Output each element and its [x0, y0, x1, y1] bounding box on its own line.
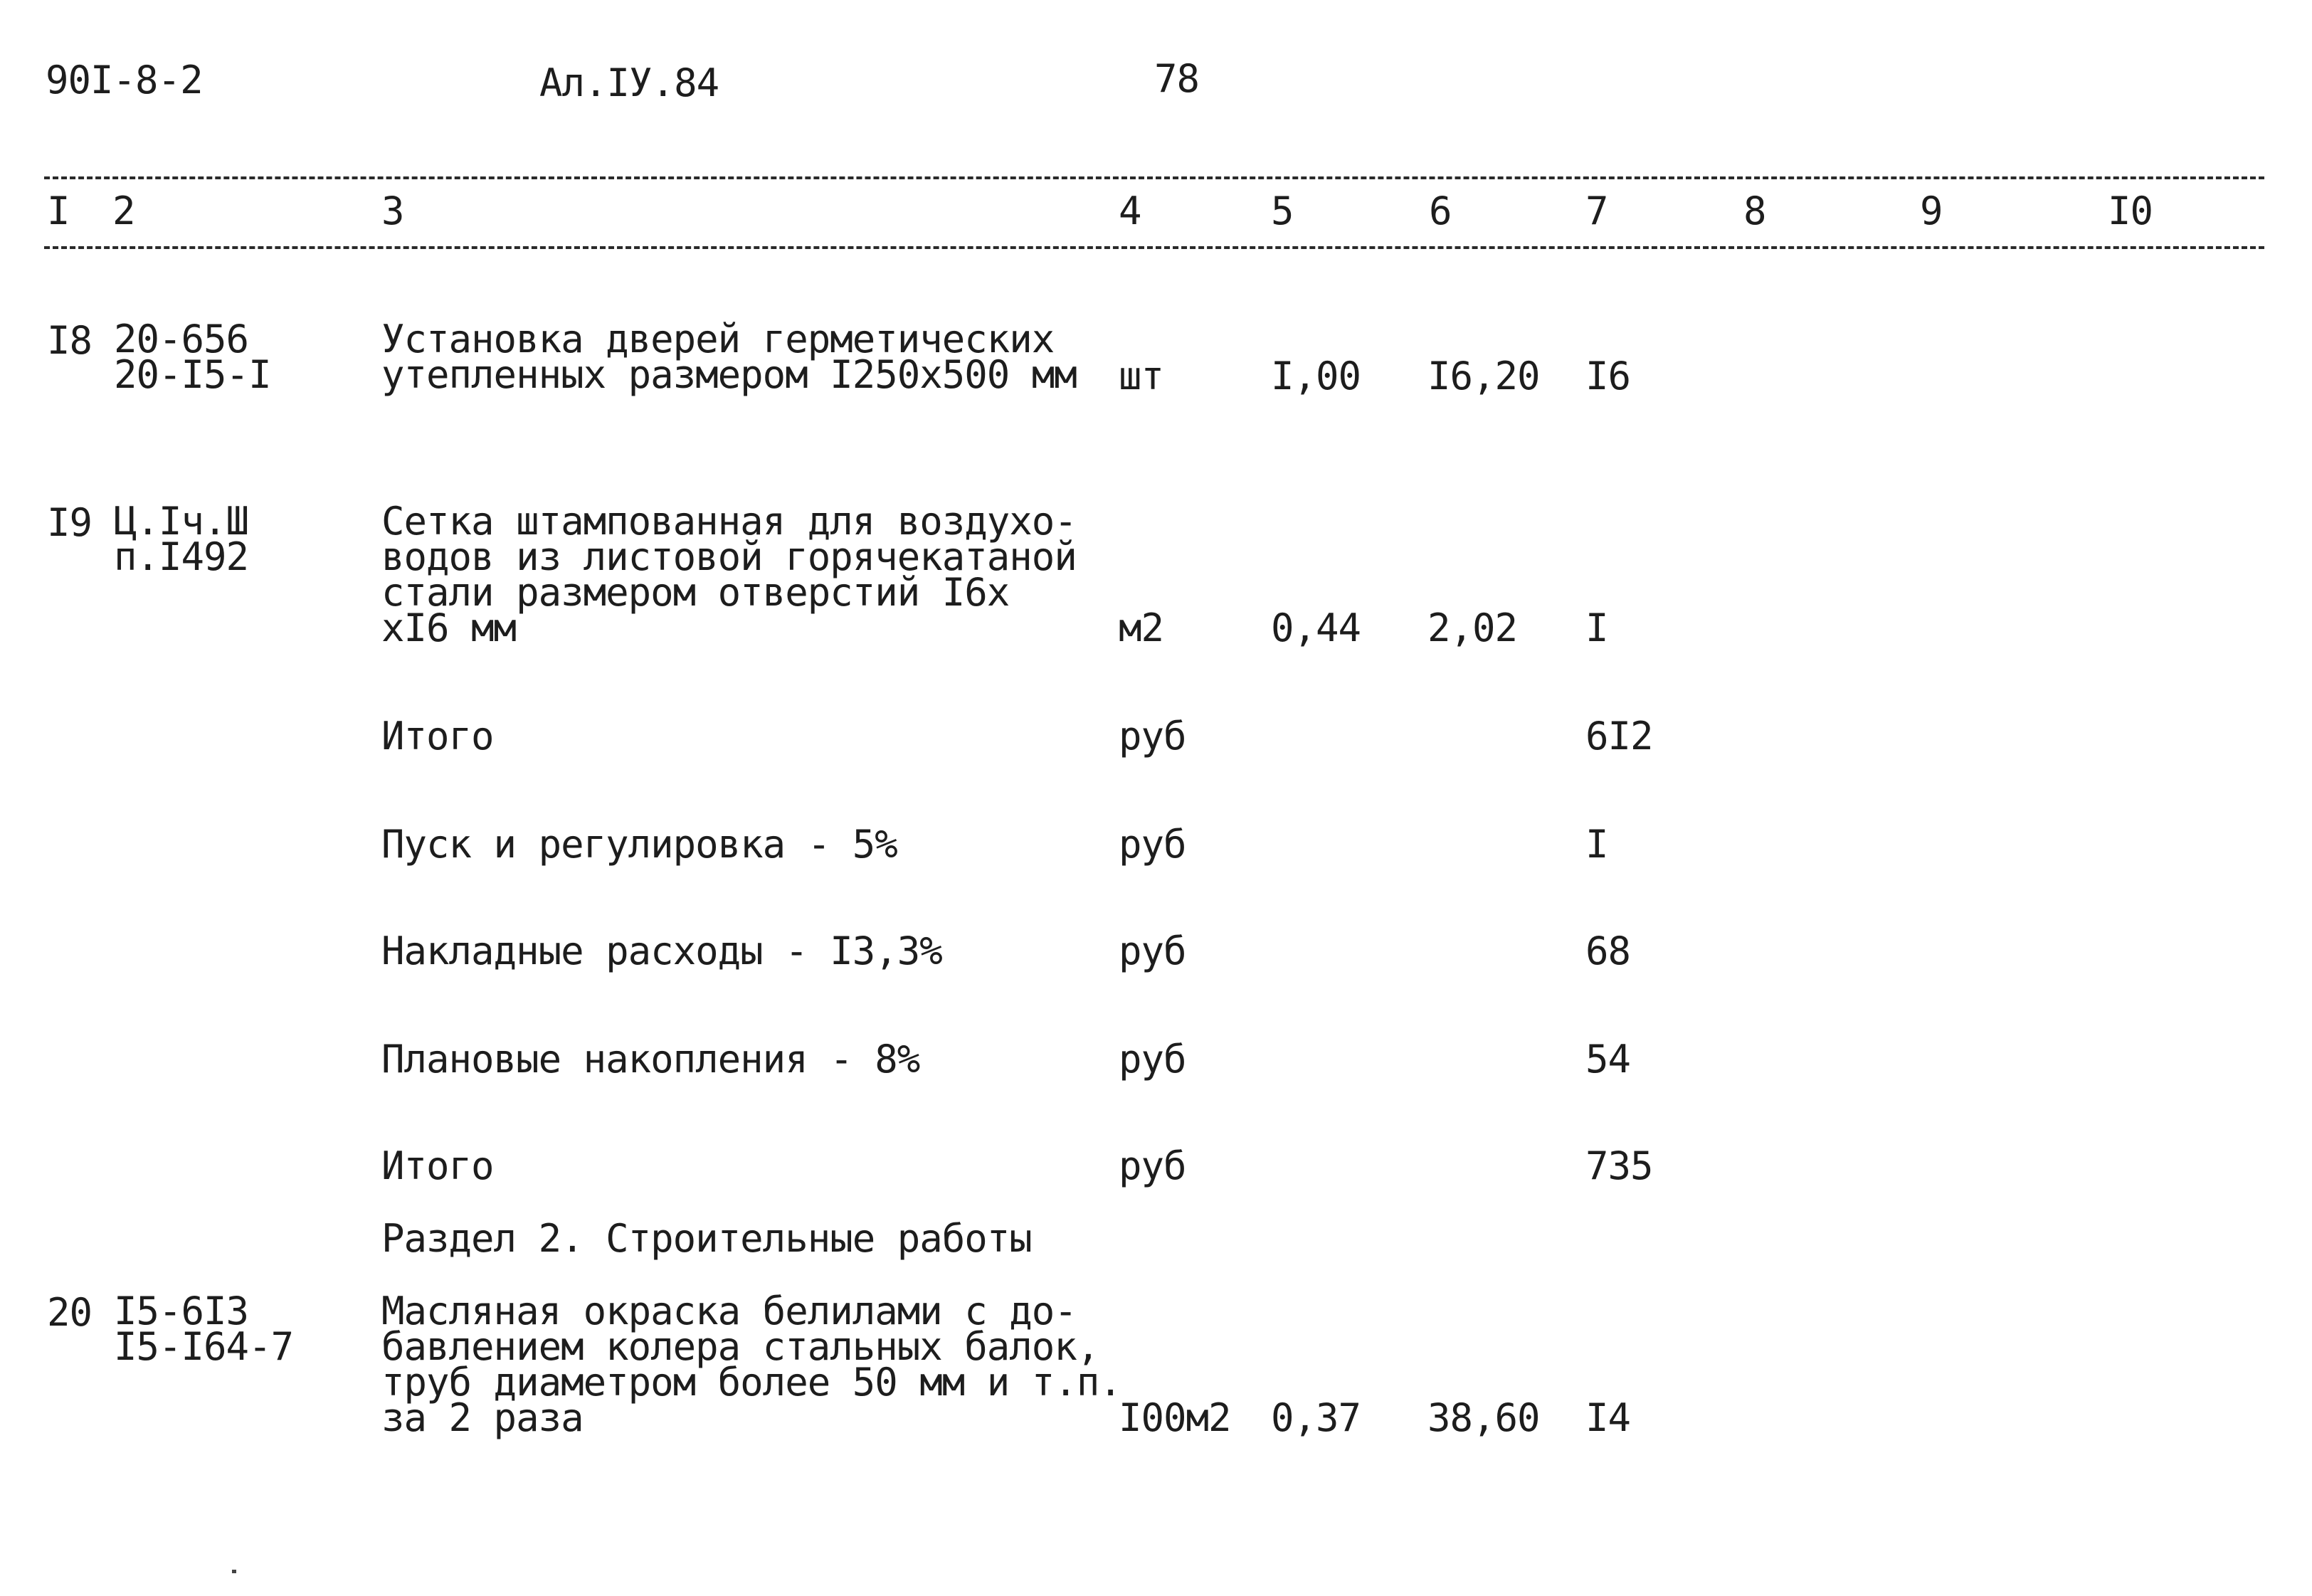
item-quantity: 0,37: [1271, 1395, 1361, 1440]
summary-total: I: [1585, 822, 1608, 867]
album-ref: Ал.IУ.84: [539, 60, 719, 105]
item-unit-price: 2,02: [1427, 606, 1518, 650]
col-header-8: 8: [1743, 189, 1766, 233]
summary-label: Итого: [381, 714, 494, 759]
summary-total: 54: [1585, 1037, 1631, 1082]
summary-total: 735: [1585, 1143, 1653, 1188]
item-total: I6: [1585, 354, 1631, 398]
col-header-4: 4: [1119, 189, 1141, 233]
col-header-6: 6: [1429, 189, 1452, 233]
col-header-5: 5: [1271, 189, 1294, 233]
item-unit-price: I6,20: [1427, 354, 1540, 398]
item-total: I: [1585, 606, 1608, 650]
summary-label: Плановые накопления - 8%: [381, 1037, 920, 1082]
header-rule-bottom: [44, 246, 2264, 249]
item-quantity: 0,44: [1271, 606, 1361, 650]
header-rule-top: [44, 176, 2264, 179]
summary-total: 68: [1585, 929, 1631, 973]
item-description: Сетка штампованная для воздухо- водов из листовой горячекатаной стали размером отверстий I6х хI6 мм: [381, 499, 1077, 650]
rate-code: Ц.Iч.Ш п.I492: [114, 499, 249, 579]
summary-unit: руб: [1119, 714, 1186, 759]
summary-unit: руб: [1119, 929, 1186, 973]
summary-label: Пуск и регулировка - 5%: [381, 822, 897, 867]
col-header-9: 9: [1920, 189, 1943, 233]
summary-total: 6I2: [1585, 714, 1653, 759]
col-header-2: 2: [112, 189, 135, 233]
item-description: Масляная окраска белилами с до- бавлением колера стальных балок, труб диаметром более 50 мм и т.п. за 2 раза: [381, 1289, 1121, 1440]
col-header-10: I0: [2108, 189, 2153, 233]
rate-code: I5-6I3 I5-I64-7: [114, 1289, 294, 1369]
doc-code: 90I-8-2: [46, 58, 203, 102]
summary-unit: руб: [1119, 822, 1186, 867]
item-total: I4: [1585, 1395, 1631, 1440]
col-header-3: 3: [381, 189, 404, 233]
item-unit: шт: [1119, 354, 1164, 398]
summary-unit: руб: [1119, 1037, 1186, 1082]
scan-speck: [232, 1570, 236, 1573]
summary-label: Итого: [381, 1143, 494, 1188]
row-number: I8: [47, 318, 93, 363]
summary-label: Накладные расходы - I3,3%: [381, 929, 942, 973]
summary-unit: руб: [1119, 1143, 1186, 1188]
item-unit: I00м2: [1119, 1395, 1231, 1440]
item-unit-price: 38,60: [1427, 1395, 1540, 1440]
row-number: I9: [47, 500, 93, 545]
item-quantity: I,00: [1271, 354, 1361, 398]
section-title: Раздел 2. Строительные работы: [381, 1216, 1032, 1261]
page-number: 78: [1154, 56, 1200, 101]
item-unit: м2: [1119, 606, 1164, 650]
row-number: 20: [47, 1290, 93, 1335]
col-header-1: I: [47, 189, 70, 233]
item-description: Установка дверей герметических утепленных размером I250х500 мм: [381, 317, 1077, 397]
rate-code: 20-656 20-I5-I: [114, 317, 271, 397]
col-header-7: 7: [1585, 189, 1608, 233]
